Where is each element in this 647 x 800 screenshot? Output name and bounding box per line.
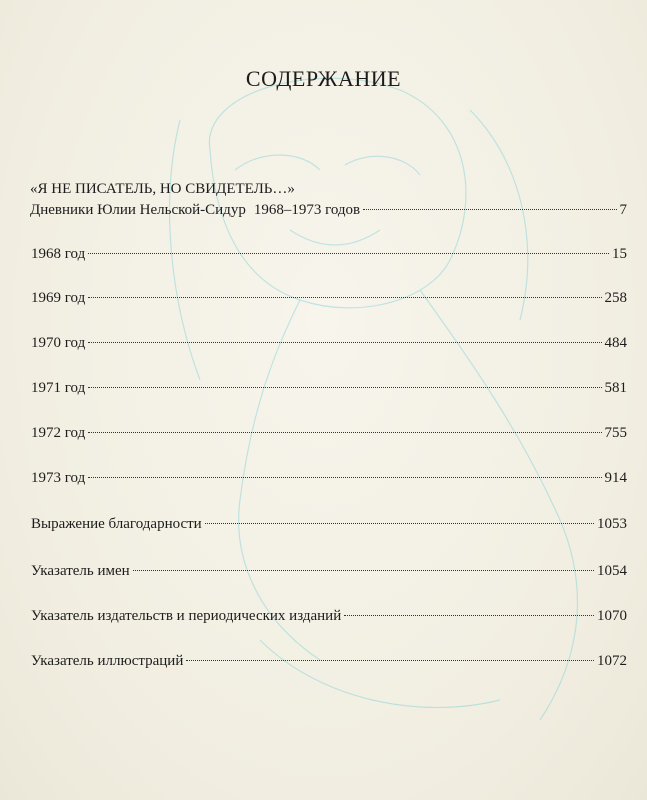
dot-leader <box>363 209 616 210</box>
toc-entry-label: Дневники Юлии Нельской-Сидур 1968–1973 годов <box>30 202 361 218</box>
toc-entry-page: 258 <box>604 290 627 306</box>
toc-entry <box>31 516 627 533</box>
toc-entry-page: 7 <box>619 202 627 218</box>
toc-entry-page: 1070 <box>597 608 627 624</box>
toc-entry-page: 914 <box>604 470 627 486</box>
toc-entry-label: Указатель издательств и периодических изданий <box>31 608 342 624</box>
toc-entry-label: Выражение благодарности <box>31 516 202 532</box>
dot-leader <box>186 660 594 661</box>
toc-entry <box>31 470 627 487</box>
toc-entry-page: 581 <box>604 380 627 396</box>
toc-entry-label: 1968 год <box>31 246 86 262</box>
dot-leader <box>133 570 594 571</box>
toc-entry-label: 1970 год <box>31 335 86 351</box>
toc-entry <box>31 335 627 352</box>
toc-entry-label: 1971 год <box>31 380 86 396</box>
toc-entry <box>31 563 627 580</box>
toc-entry <box>31 653 627 670</box>
dot-leader <box>88 253 609 254</box>
toc-entry-page: 1054 <box>597 563 627 579</box>
dot-leader <box>88 342 601 343</box>
toc-entry-page: 1072 <box>597 653 627 669</box>
toc-entry-label: 1969 год <box>31 290 86 306</box>
toc-entry-page: 755 <box>604 425 627 441</box>
dot-leader <box>88 387 601 388</box>
toc-entry-label: Указатель имен <box>31 563 130 579</box>
toc-entry-page: 15 <box>612 246 627 262</box>
toc-entry-label: 1972 год <box>31 425 86 441</box>
dot-leader <box>88 432 601 433</box>
dot-leader <box>205 523 594 524</box>
toc-entry <box>31 608 627 625</box>
section-heading: «Я НЕ ПИСАТЕЛЬ, НО СВИДЕТЕЛЬ…» <box>30 181 295 197</box>
page-title: СОДЕРЖАНИЕ <box>245 66 402 91</box>
toc-entry-page: 1053 <box>597 516 627 532</box>
dot-leader <box>344 615 594 616</box>
toc-entry <box>31 246 627 263</box>
dot-leader <box>88 297 601 298</box>
toc-entry <box>31 290 627 307</box>
toc-entry <box>31 425 627 442</box>
toc-entry-page: 484 <box>604 335 627 351</box>
dot-leader <box>88 477 601 478</box>
toc-entry <box>30 202 627 219</box>
toc-entry <box>31 380 627 397</box>
toc-entry-label: Указатель иллюстраций <box>31 653 184 669</box>
toc-entry-label: 1973 год <box>31 470 86 486</box>
